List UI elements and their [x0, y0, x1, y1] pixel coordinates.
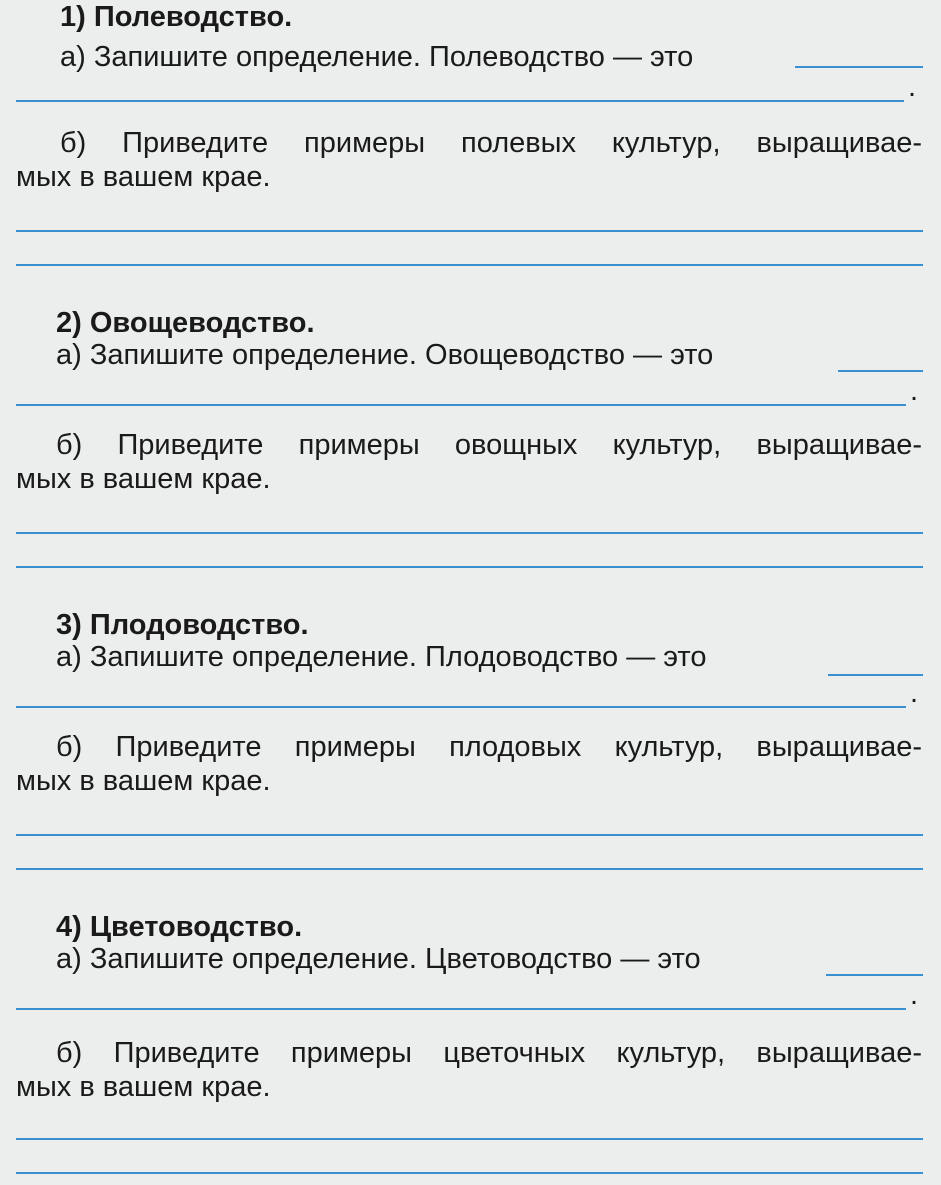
answer-line[interactable]	[828, 674, 923, 676]
answer-line[interactable]	[16, 404, 906, 406]
end-dot: .	[910, 979, 919, 1011]
answer-line[interactable]	[16, 566, 923, 568]
section-3-task-b-line2: мых в вашем крае.	[16, 765, 271, 797]
section-3-number: 3)	[56, 609, 82, 641]
section-3-title: Плодоводство.	[89, 609, 309, 641]
answer-line[interactable]	[838, 370, 923, 372]
end-dot: .	[910, 375, 919, 407]
answer-line[interactable]	[16, 264, 923, 266]
section-1-heading	[60, 0, 292, 34]
answer-line[interactable]	[16, 532, 923, 534]
end-dot: .	[910, 677, 919, 709]
section-2-task-b-line1: б) Приведите примеры овощных культур, выращивае-	[56, 429, 922, 461]
section-2-heading	[56, 306, 315, 340]
section-4-task-b-line1: б) Приведите примеры цветочных культур, выращивае-	[56, 1037, 922, 1069]
section-1-task-a: а) Запишите определение. Полеводство — это	[60, 41, 694, 73]
section-1-task-b-line1: б) Приведите примеры полевых культур, выращивае-	[60, 127, 922, 159]
answer-line[interactable]	[16, 100, 904, 102]
section-2-task-a: а) Запишите определение. Овощеводство — это	[56, 339, 714, 371]
answer-line[interactable]	[16, 1172, 923, 1174]
section-4-number: 4)	[56, 911, 82, 943]
section-3-task-a: а) Запишите определение. Плодоводство — это	[56, 641, 707, 673]
section-2-title: Овощеводство.	[89, 307, 315, 339]
section-2-number: 2)	[56, 307, 82, 339]
answer-line[interactable]	[16, 706, 906, 708]
answer-line[interactable]	[826, 974, 923, 976]
section-1-number: 1)	[60, 1, 86, 33]
section-4-task-b-line2: мых в вашем крае.	[16, 1071, 271, 1103]
section-1-task-b-line2: мых в вашем крае.	[16, 161, 271, 193]
section-3-heading	[56, 608, 309, 642]
answer-line[interactable]	[16, 1138, 923, 1140]
section-2-task-b-line2: мых в вашем крае.	[16, 463, 271, 495]
end-dot: .	[908, 71, 917, 103]
answer-line[interactable]	[16, 868, 923, 870]
section-3-task-b-line1: б) Приведите примеры плодовых культур, выращивае-	[56, 731, 922, 763]
answer-line[interactable]	[16, 230, 923, 232]
section-4-heading	[56, 910, 302, 944]
answer-line[interactable]	[795, 66, 923, 68]
section-4-title: Цветоводство.	[89, 911, 303, 943]
answer-line[interactable]	[16, 834, 923, 836]
section-4-task-a: а) Запишите определение. Цветоводство — это	[56, 943, 701, 975]
section-1-title: Полеводство.	[93, 1, 293, 33]
answer-line[interactable]	[16, 1008, 906, 1010]
